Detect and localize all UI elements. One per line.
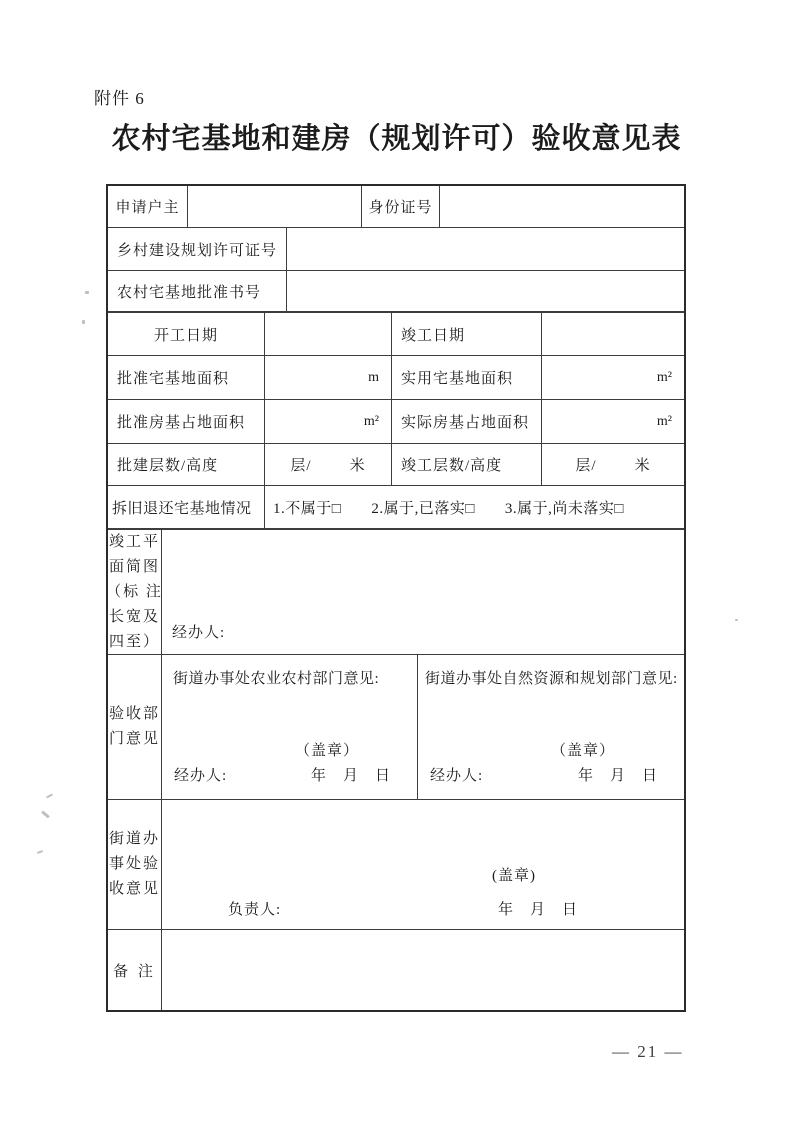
remarks-value-cell [162, 930, 684, 1010]
page-number: — 21 — [612, 1042, 684, 1061]
agriculture-handler-label: 经办人: [174, 768, 228, 784]
finish-date-label: 竣工日期 [392, 313, 542, 355]
street-office-label-line: 街道办 [108, 831, 160, 847]
approved-homestead-area-cell [265, 356, 392, 399]
actual-building-area-label: 实际房基占地面积 [392, 400, 542, 443]
finished-floors-unit: 层/ [575, 458, 597, 474]
approved-building-area-cell [265, 400, 392, 443]
agriculture-opinion-title: 街道办事处农业农村部门意见: [173, 671, 380, 687]
approved-building-area-label: 批准房基占地面积 [108, 400, 265, 443]
finished-floors-label: 竣工层数/高度 [392, 444, 542, 485]
approved-floors-cell [265, 444, 392, 485]
agriculture-date-placeholder: 年 月 日 [310, 768, 391, 784]
permit-no-value-cell [287, 228, 684, 270]
street-office-date-placeholder: 年 月 日 [498, 902, 579, 918]
row-permit-no [108, 228, 684, 271]
row-floors-height [108, 444, 684, 486]
sketch-label-line: （标 注 [106, 583, 163, 600]
permit-no-label: 乡村建设规划许可证号 [108, 228, 287, 270]
agriculture-opinion-cell [162, 655, 418, 799]
scan-artifact [85, 291, 89, 294]
sketch-label-line: 面简图 [108, 558, 160, 575]
scan-artifact [735, 619, 738, 621]
approval-no-value-cell [287, 271, 684, 311]
demolition-label: 拆旧退还宅基地情况 [108, 486, 265, 528]
dept-opinions-label [108, 655, 162, 799]
approved-floors-unit: 层/ [290, 458, 312, 474]
applicant-label: 申请户主 [108, 186, 188, 227]
finish-date-value-cell [542, 313, 684, 355]
actual-building-area-cell [542, 400, 684, 443]
dept-opinions-label-line: 门意见 [108, 731, 160, 747]
actual-building-area-unit: m² [656, 413, 672, 429]
actual-homestead-area-label: 实用宅基地面积 [392, 356, 542, 399]
remarks-label: 备 注 [108, 930, 162, 1010]
agriculture-seal-label: （盖章） [295, 743, 360, 759]
row-dates [108, 313, 684, 356]
street-office-opinion-cell [162, 800, 684, 929]
row-remarks [108, 930, 684, 1010]
row-dept-opinions [108, 655, 684, 800]
row-sketch [108, 530, 684, 655]
row-building-area [108, 400, 684, 444]
scan-artifact [46, 793, 53, 798]
row-homestead-area [108, 356, 684, 400]
scan-artifact [37, 850, 43, 854]
scan-artifact [41, 810, 50, 818]
planning-date-placeholder: 年 月 日 [577, 768, 658, 784]
street-office-seal-label: (盖章) [492, 868, 536, 884]
id-number-label: 身份证号 [362, 186, 440, 227]
start-date-value-cell [265, 313, 392, 355]
sketch-label-line: 竣工平 [108, 533, 160, 550]
acceptance-form-table [106, 184, 686, 1012]
applicant-value-cell [188, 186, 362, 227]
planning-opinion-cell [418, 655, 684, 799]
sketch-label-line: 四至） [108, 633, 160, 650]
dept-opinions-label-line: 验收部 [108, 706, 160, 722]
start-date-label: 开工日期 [108, 313, 265, 355]
row-approval-no [108, 271, 684, 313]
finished-floors-cell [542, 444, 684, 485]
approved-floors-label: 批建层数/高度 [108, 444, 265, 485]
finished-height-unit: 米 [634, 458, 651, 474]
sketch-label [108, 530, 162, 654]
agriculture-signature-line [174, 764, 391, 785]
sketch-area-cell [162, 530, 684, 654]
street-office-label-line: 收意见 [108, 881, 160, 897]
sketch-handler-label: 经办人: [172, 625, 226, 641]
row-street-office [108, 800, 684, 930]
street-office-label-line: 事处验 [108, 856, 160, 872]
street-office-person-label: 负责人: [228, 902, 282, 918]
scan-artifact [82, 320, 85, 324]
planning-handler-label: 经办人: [430, 768, 484, 784]
approved-building-area-unit: m² [363, 413, 379, 429]
demolition-options-cell [265, 486, 684, 528]
row-applicant [108, 186, 684, 228]
approved-homestead-area-unit: m [368, 369, 379, 385]
actual-homestead-area-cell [542, 356, 684, 399]
planning-opinion-title: 街道办事处自然资源和规划部门意见: [425, 671, 678, 687]
attachment-label: 附件 6 [94, 89, 145, 108]
approved-height-unit: 米 [349, 458, 366, 474]
approved-homestead-area-label: 批准宅基地面积 [108, 356, 265, 399]
approval-no-label: 农村宅基地批准书号 [108, 271, 287, 311]
row-demolition [108, 486, 684, 530]
planning-signature-line [430, 764, 658, 785]
demolition-option-2: 2.属于,已落实□ [371, 500, 475, 517]
planning-seal-label: （盖章） [551, 743, 616, 759]
sketch-label-line: 长宽及 [108, 608, 160, 625]
id-number-value-cell [440, 186, 684, 227]
page-title: 农村宅基地和建房（规划许可）验收意见表 [111, 123, 682, 155]
demolition-option-3: 3.属于,尚未落实□ [504, 500, 624, 517]
street-office-label [108, 800, 162, 929]
actual-homestead-area-unit: m² [656, 369, 672, 385]
demolition-option-1: 1.不属于□ [273, 500, 342, 517]
